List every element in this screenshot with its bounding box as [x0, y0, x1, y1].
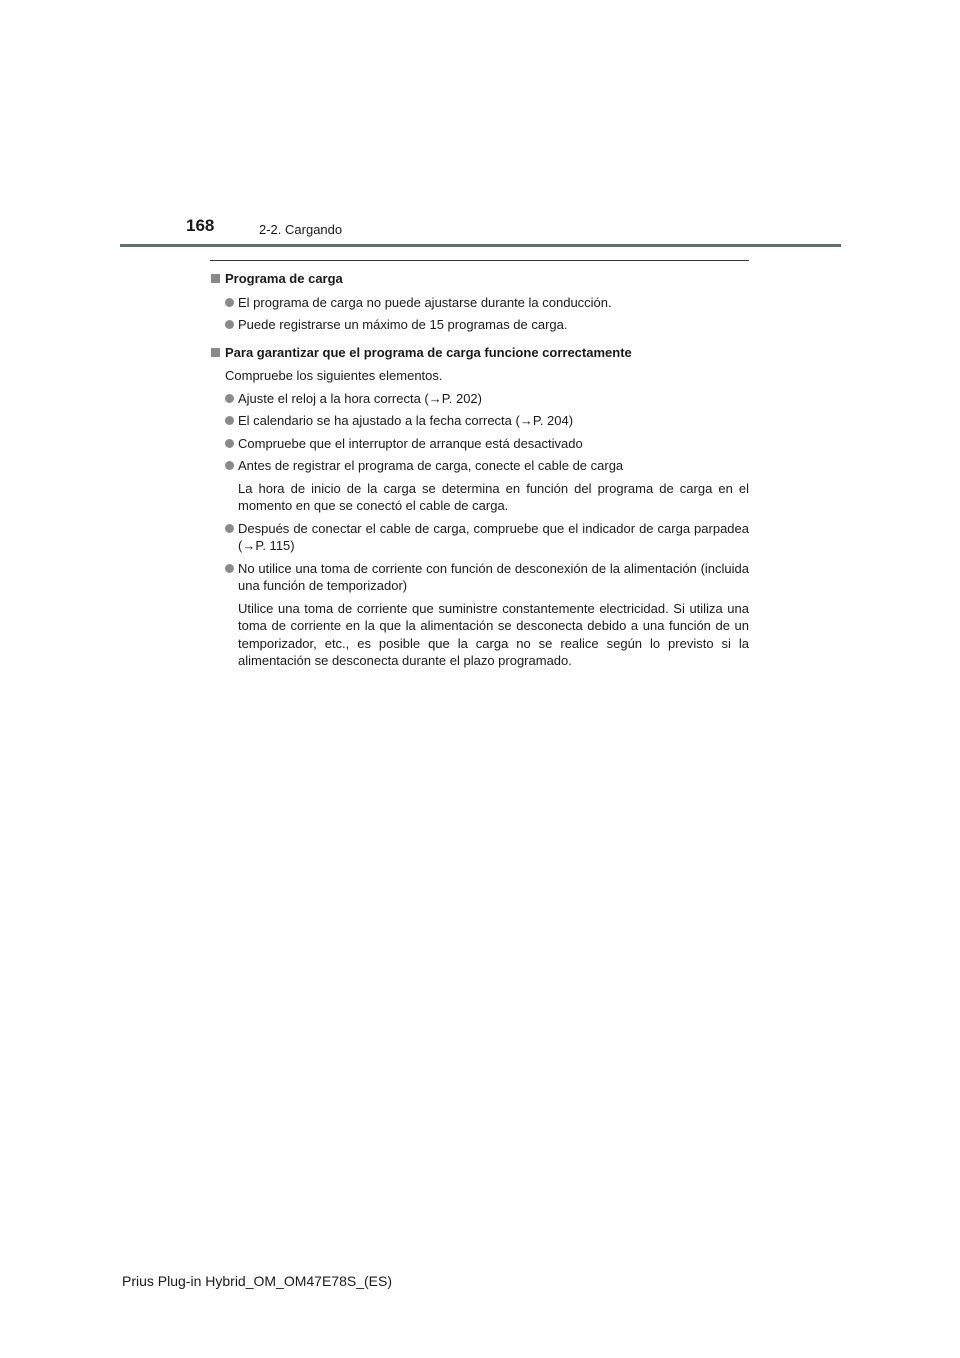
footer-manual-id: Prius Plug-in Hybrid_OM_OM47E78S_(ES) — [122, 1273, 392, 1289]
intro-text: Compruebe los siguientes elementos. — [225, 368, 443, 383]
list-item: No utilice una toma de corriente con función de desconexión de la alimentación (incluida una función de temporizador) — [210, 560, 749, 595]
header-rule — [120, 244, 841, 247]
heading-garantizar-programa: Para garantizar que el programa de carga funcione correctamente — [210, 344, 749, 362]
list-item: Compruebe que el interruptor de arranque está desactivado — [210, 435, 749, 453]
list-item: El calendario se ha ajustado a la fecha correcta (→P. 204) — [210, 412, 749, 430]
heading-programa-de-carga: Programa de carga — [210, 270, 749, 288]
list-item: Puede registrarse un máximo de 15 programas de carga. — [210, 316, 749, 334]
list-item: Ajuste el reloj a la hora correcta (→P. 202) — [210, 390, 749, 408]
content-body — [210, 270, 749, 675]
list-item: Antes de registrar el programa de carga, conecte el cable de carga — [210, 457, 749, 475]
note-text: Utilice una toma de corriente que suministre constantemente electricidad. Si utiliza una toma de corriente en la que la alimentación se desconecta debido a una función de un temporizador, etc., es posible que la carga no se realice según lo previsto si la alimentación se desconecta durante el plazo programado. — [238, 600, 749, 668]
list-item: Después de conectar el cable de carga, compruebe que el indicador de carga parpadea (→P. 115) — [210, 520, 749, 555]
note-text: La hora de inicio de la carga se determina en función del programa de carga en el momento en que se conectó el cable de carga. — [238, 480, 749, 513]
page-number: 168 — [186, 216, 215, 235]
content-rule — [210, 260, 749, 261]
section-title: 2-2. Cargando — [259, 222, 343, 237]
list-item: El programa de carga no puede ajustarse durante la conducción. — [210, 294, 749, 312]
